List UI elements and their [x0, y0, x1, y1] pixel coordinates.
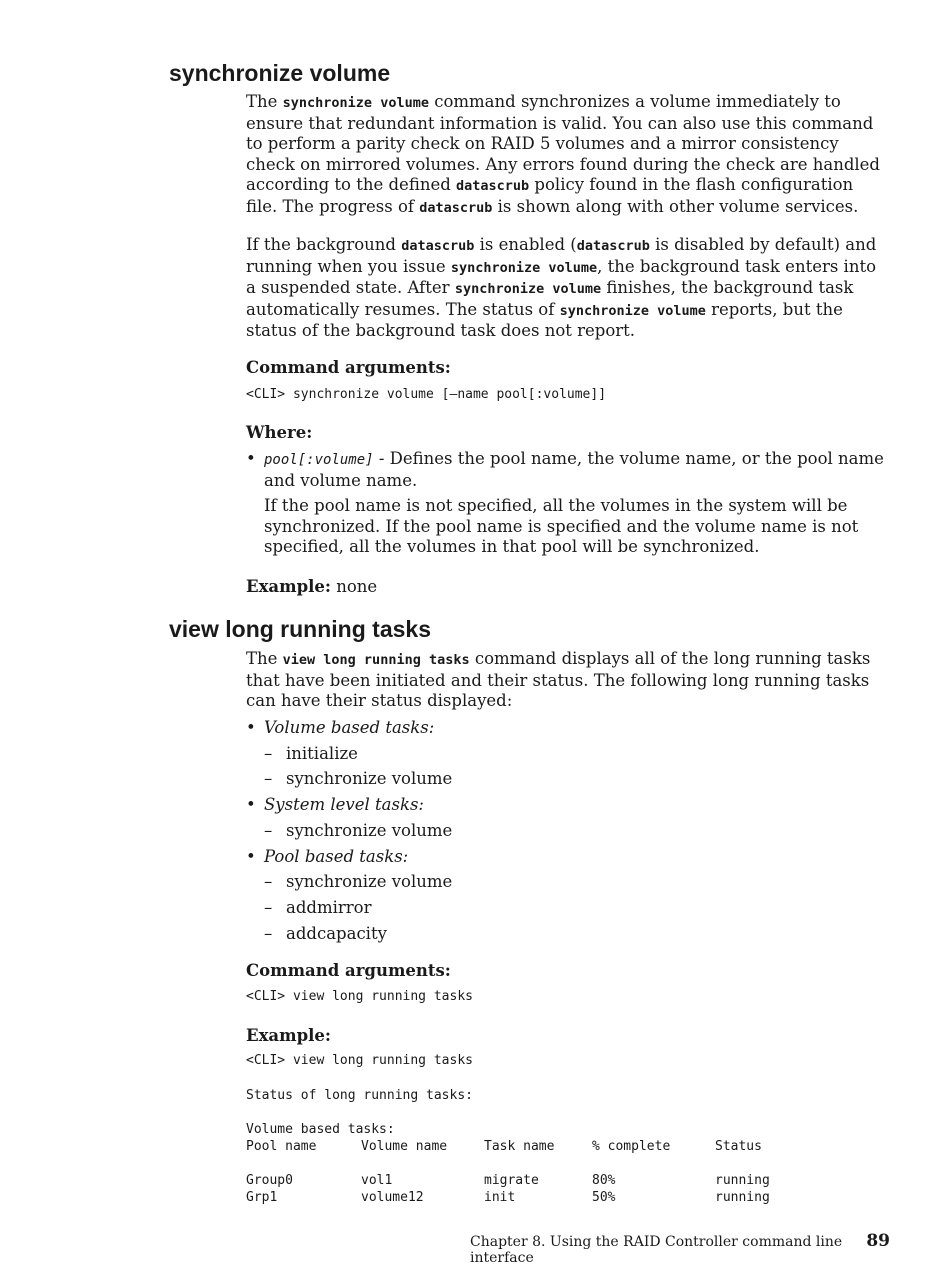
where-list	[246, 449, 886, 558]
list-item: – synchronize volume	[246, 818, 886, 844]
table-header: Volume name	[361, 1139, 448, 1154]
command-arguments-label: Command arguments:	[246, 358, 451, 377]
table-row	[246, 1172, 886, 1189]
table-cell: init	[484, 1190, 516, 1205]
table-header-row	[246, 1138, 886, 1155]
footer-chapter: Chapter 8. Using the RAID Controller command line interface	[470, 1234, 843, 1266]
list-item: – initialize	[246, 741, 886, 767]
example-volume-tasks-line: Volume based tasks:	[246, 1122, 395, 1137]
example-label-2: Example:	[246, 1026, 331, 1045]
paragraph-sync-intro: The synchronize volume command synchronizes a volume immediately to ensure that redundant information is valid. You can also use this command to perform a parity check on RAID 5 volumes and a mirror consistency check on mirrored volumes. Any errors found during the check are handled according to the defined datascrub policy found in the flash configuration file. The progress of datascrub is shown along with other volume services.	[246, 92, 880, 216]
table-header: Task name	[484, 1139, 555, 1154]
table-cell: migrate	[484, 1173, 539, 1188]
table-spacer	[246, 1155, 886, 1172]
list-item: – synchronize volume	[246, 869, 886, 895]
where-label: Where:	[246, 423, 313, 442]
section-title-view-long-running-tasks: view long running tasks	[169, 616, 431, 642]
task-group-system: • System level tasks:	[246, 792, 886, 818]
table-cell: volume12	[361, 1190, 424, 1205]
list-item: – addmirror	[246, 895, 886, 921]
command-arguments-label-2: Command arguments:	[246, 961, 451, 980]
table-cell: Group0	[246, 1173, 293, 1188]
section-body-synchronize	[246, 92, 886, 218]
table-header: Pool name	[246, 1139, 317, 1154]
table-cell: vol1	[361, 1173, 393, 1188]
example-status-line: Status of long running tasks:	[246, 1088, 473, 1103]
table-row	[246, 1189, 886, 1206]
list-item: – addcapacity	[246, 921, 886, 947]
command-arguments-cli-2: <CLI> view long running tasks	[246, 989, 473, 1004]
command-arguments-cli: <CLI> synchronize volume [–name pool[:volume]]	[246, 387, 607, 402]
where-note: If the pool name is not specified, all the volumes in the system will be synchronized. If the pool name is specified and the volume name is not specified, all the volumes in that pool will be synchronized.	[264, 496, 859, 556]
page-footer	[470, 1231, 890, 1266]
table-header: Status	[715, 1139, 762, 1154]
task-group-volume: • Volume based tasks:	[246, 715, 886, 741]
table-cell: running	[715, 1190, 770, 1205]
table-cell: 50%	[592, 1190, 616, 1205]
section-body-view-tasks	[246, 649, 886, 712]
task-status-table	[246, 1138, 886, 1206]
table-cell: 80%	[592, 1173, 616, 1188]
table-header: % complete	[592, 1139, 671, 1154]
list-item: – synchronize volume	[246, 766, 886, 792]
where-item: • pool[:volume] - Defines the pool name, the volume name, or the pool name and volume name.	[246, 449, 886, 491]
table-cell: running	[715, 1173, 770, 1188]
paragraph-background-task: If the background datascrub is enabled (datascrub is disabled by default) and running when you issue synchronize volume, the background task enters into a suspended state. After synchronize volume finishes, the background task automatically resumes. The status of synchronize volume reports, but the status of the background task does not report.	[246, 235, 877, 340]
task-group-list	[246, 715, 886, 946]
section-body-background	[246, 235, 886, 342]
paragraph-view-tasks-intro: The view long running tasks command displays all of the long running tasks that have been initiated and their status. The following long running tasks can have their status displayed:	[246, 649, 871, 710]
table-cell: Grp1	[246, 1190, 278, 1205]
section-title-synchronize-volume: synchronize volume	[169, 60, 391, 86]
task-group-pool: • Pool based tasks:	[246, 844, 886, 870]
example-line-sync: Example: none	[246, 577, 378, 596]
page-number: 89	[866, 1231, 890, 1251]
example-cli: <CLI> view long running tasks	[246, 1053, 473, 1068]
